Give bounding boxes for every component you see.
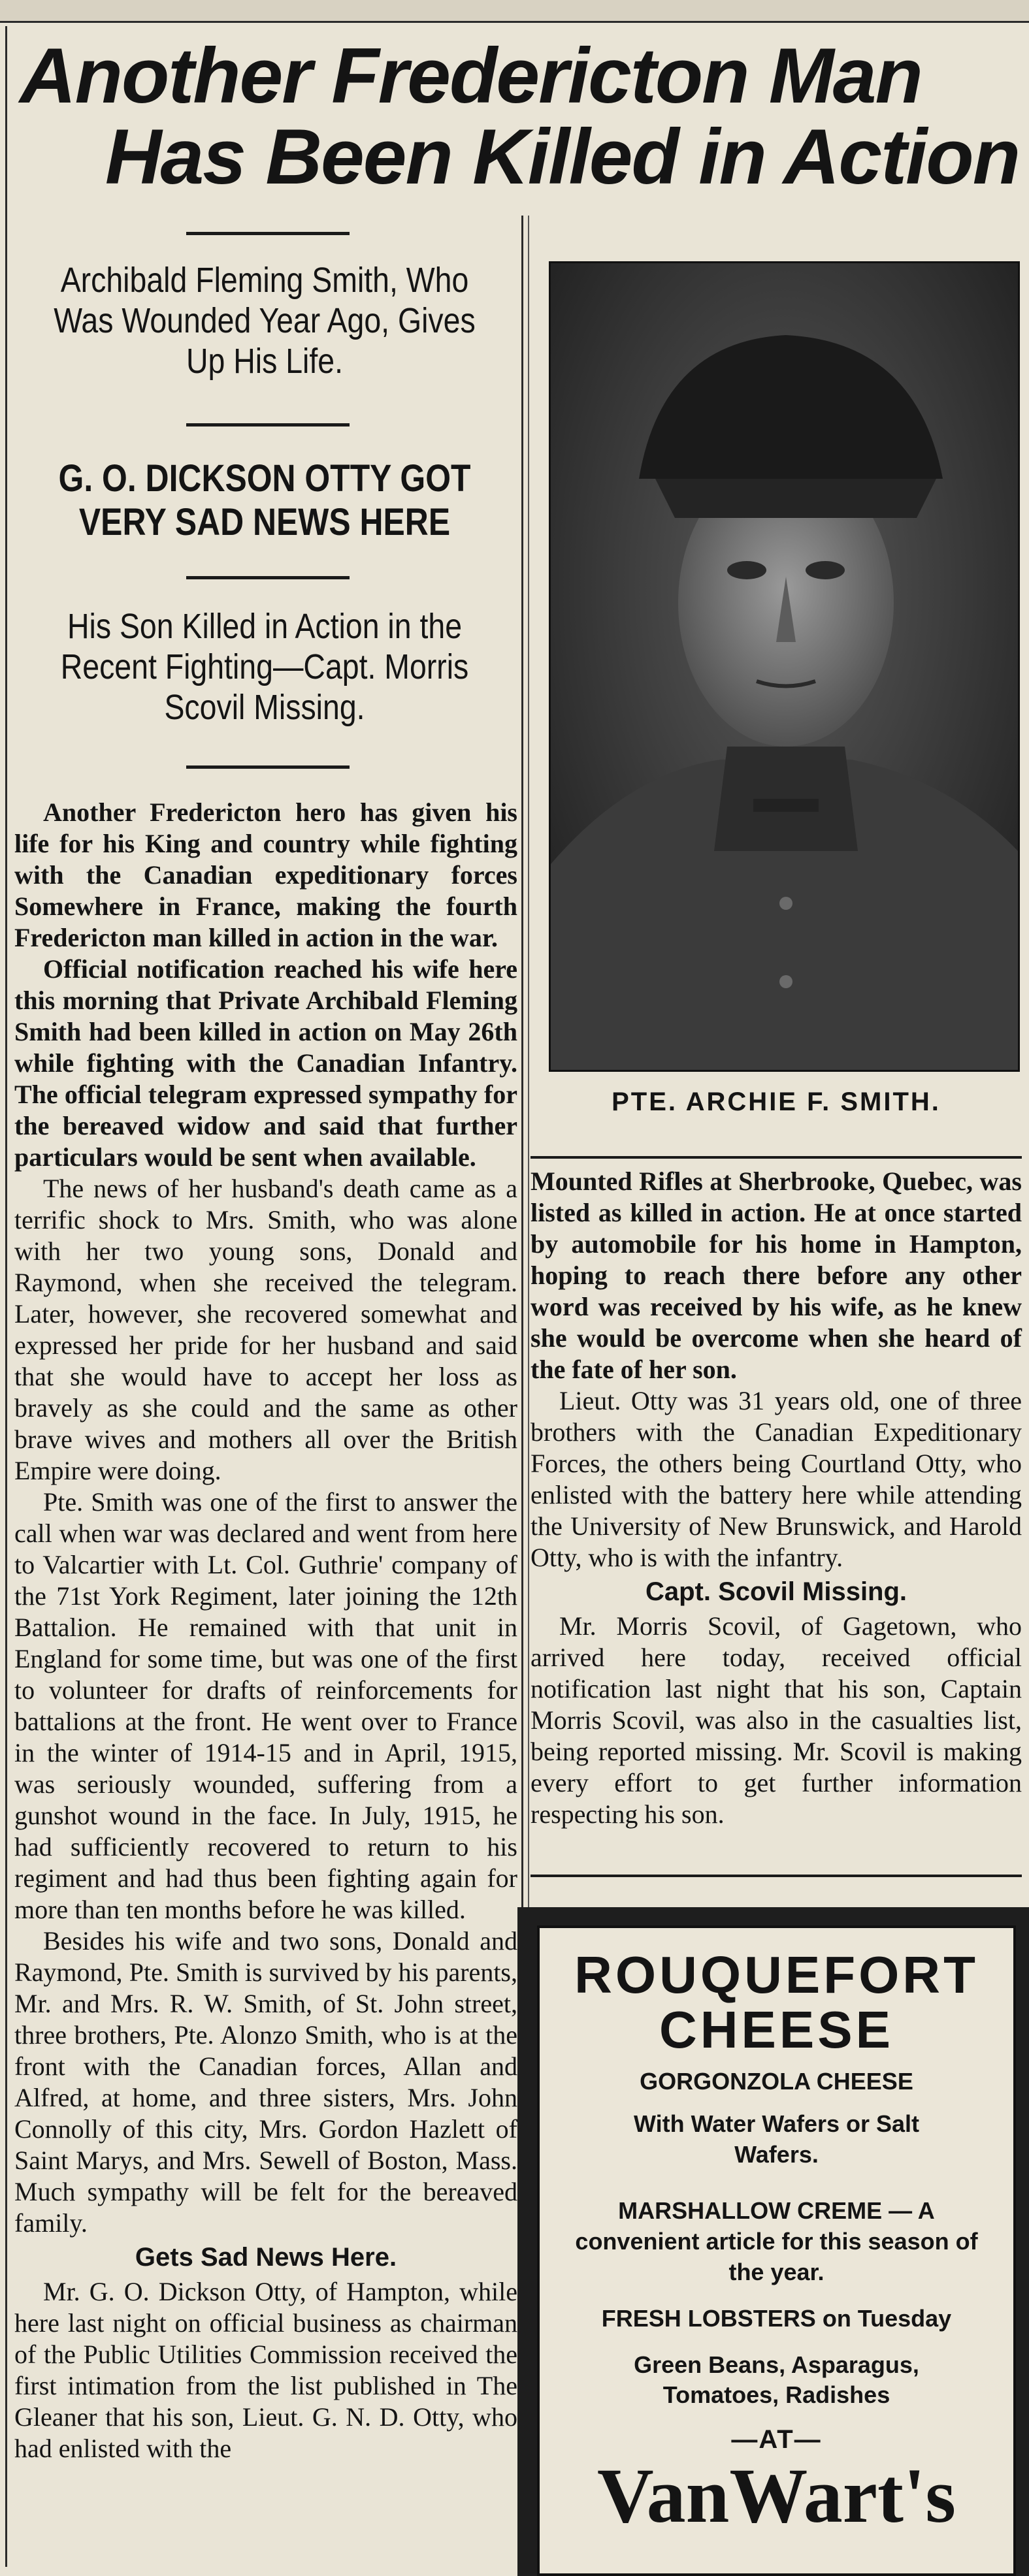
- left-border-rule: [5, 26, 7, 2567]
- soldier-portrait-image: [551, 263, 1018, 1070]
- article-paragraph: Another Fredericton hero has given his life for his King and country while fighting with the Canadian expeditionary forces Somewhere in France, making the fourth Fredericton man killed in action in the war.: [14, 797, 517, 952]
- ad-line-cheese: CHEESE: [659, 2001, 894, 2059]
- article-column-2: [531, 1166, 1022, 1830]
- article-paragraph: Lieut. Otty was 31 years old, one of three brothers with the Canadian Expeditionary Forces, the others being Courtland Otty, who enlisted with the battery here while attending the University of New Brunswick, and Harold Otty, who is with the infantry.: [531, 1386, 1022, 1572]
- ad-top-rule: [531, 1875, 1022, 1877]
- deck-divider: [186, 423, 350, 427]
- article-paragraph: Official notification reached his wife here this morning that Private Archibald Fleming Smith had been killed in action on May 26th while fighting with the Canadian Infantry. The official telegram expressed sympathy for the bereaved widow and said that further particulars would be sent when available.: [14, 954, 517, 1172]
- deck-divider: [186, 765, 350, 769]
- headline-line-2: Has Been Killed in Action: [105, 113, 1019, 201]
- article-paragraph: Mr. Morris Scovil, of Gagetown, who arrived here today, received official notification last night that his son, Captain Morris Scovil, was also in the casualties list, being reported missing. Mr. Scovil is making every effort to get further information respecting his son.: [531, 1611, 1022, 1829]
- deck-divider: [186, 576, 350, 579]
- subhead-capt-scovil: Capt. Scovil Missing.: [645, 1577, 907, 1606]
- caption-rule: [531, 1156, 1022, 1159]
- advertisement-vanwarts: [537, 1925, 1016, 2576]
- ad-line-marshallow: MARSHALLOW CREME — A convenient article for this season of the year.: [575, 2197, 978, 2285]
- article-paragraph: The news of her husband's death came as a terrific shock to Mrs. Smith, who was alone with her two young sons, Donald and Raymond, when she received the telegram. Later, however, she recovered somewhat and expressed her pride for her husband and said that she would have to accept her loss as bravely as she could and the same as other brave wives and mothers all over the British Empire were doing.: [14, 1174, 517, 1485]
- ad-line-lobsters: FRESH LOBSTERS on Tuesday: [601, 2304, 952, 2332]
- article-paragraph: Mounted Rifles at Sherbrooke, Quebec, was listed as killed in action. He at once started by automobile for his home in Hampton, hoping to reach there before any other word was received by his wife, as he knew she would be overcome when she heard of the fate of her son.: [531, 1167, 1022, 1384]
- ad-store-name: VanWart's: [596, 2452, 956, 2539]
- ad-line-gorgonzola: GORGONZOLA CHEESE: [640, 2068, 913, 2095]
- headline-line-1: Another Fredericton Man: [20, 32, 922, 120]
- deck-2: G. O. DICKSON OTTY GOT VERY SAD NEWS HERE: [58, 457, 471, 543]
- deck-divider: [186, 232, 350, 235]
- article-paragraph: Mr. G. O. Dickson Otty, of Hampton, while here last night on official business as chairman of the Public Utilities Commission received the first intimation from the list published in The Gleaner that his son, Lieut. G. N. D. Otty, who had enlisted with the: [14, 2277, 517, 2463]
- ad-line-vegetables: Green Beans, Asparagus, Tomatoes, Radishes: [634, 2351, 919, 2409]
- photo-caption: PTE. ARCHIE F. SMITH.: [612, 1087, 941, 1116]
- ad-line-rouquefort: ROUQUEFORT: [574, 1946, 979, 2004]
- deck-1: Archibald Fleming Smith, Who Was Wounded Year Ago, Gives Up His Life.: [54, 261, 476, 381]
- article-paragraph: Pte. Smith was one of the first to answer the call when war was declared and went from here to Valcartier with Lt. Col. Guthrie' company of the 71st York Regiment, later joining the 12th Battalion. He remained with that unit in England for some time, but was one of the first to volunteer for drafts of reinforcements for battalions at the front. He went over to France in the winter of 1914-15 and in April, 1915, was seriously wounded, suffering from a gunshot wound in the face. In July, 1915, he had sufficiently recovered to return to his regiment and had thus been fighting again for more than ten months before he was killed.: [14, 1487, 517, 1924]
- ad-line-at: —AT—: [731, 2425, 822, 2455]
- portrait-photo: [549, 261, 1020, 1072]
- article-paragraph: Besides his wife and two sons, Donald and Raymond, Pte. Smith is survived by his parents, Mr. and Mrs. R. W. Smith, of St. John street, three brothers, Pte. Alonzo Smith, who is at the front with the Canadian forces, Allan and Alfred, at home, and three sisters, Mrs. John Connolly of this city, Mrs. Gordon Hazlett of Saint Marys, and Mrs. Sewell of Boston, Mass. Much sympathy will be felt for the bereaved family.: [14, 1926, 517, 2238]
- ad-line-wafers: With Water Wafers or Salt Wafers.: [633, 2110, 920, 2168]
- deck-3: His Son Killed in Action in the Recent Fighting—Capt. Morris Scovil Missing.: [60, 607, 469, 728]
- subhead-gets-sad-news: Gets Sad News Here.: [135, 2243, 397, 2272]
- article-column-1: [14, 797, 517, 2464]
- masthead-strip: [0, 0, 1029, 23]
